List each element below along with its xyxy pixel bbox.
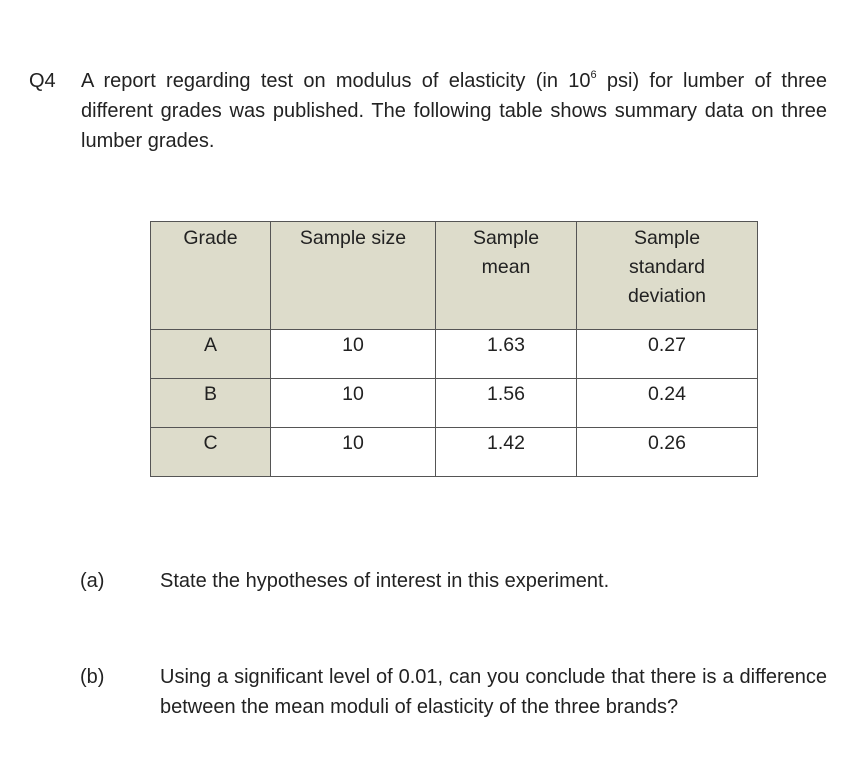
header-sample-sd-line2: standard: [629, 256, 705, 278]
cell-sd: 0.27: [577, 330, 758, 379]
cell-mean: 1.63: [436, 330, 577, 379]
question-intro: [81, 66, 827, 156]
cell-grade: B: [151, 379, 271, 428]
header-sample-sd-line1: Sample: [633, 227, 701, 249]
table-header-row: [151, 222, 758, 330]
cell-grade: C: [151, 428, 271, 477]
cell-mean: 1.42: [436, 428, 577, 477]
table-row: [151, 379, 758, 428]
header-sample-mean: [436, 222, 577, 330]
table-row: [151, 428, 758, 477]
summary-table: [150, 221, 758, 477]
cell-size: 10: [271, 379, 436, 428]
cell-sd: 0.24: [577, 379, 758, 428]
cell-sd: 0.26: [577, 428, 758, 477]
part-a-label: (a): [80, 570, 105, 592]
header-sample-mean-line2: mean: [481, 256, 531, 278]
cell-size: 10: [271, 428, 436, 477]
question-number: Q4: [29, 70, 56, 92]
header-grade: Grade: [151, 222, 271, 330]
part-b-label: (b): [80, 666, 105, 688]
header-sample-mean-line1: Sample: [472, 227, 540, 249]
intro-text-before: A report regarding test on modulus of elasticity (in 10: [81, 70, 591, 92]
cell-mean: 1.56: [436, 379, 577, 428]
intro-text-after: psi) for lumber of three different grades was published. The following table shows summary data on three lumber grades.: [81, 70, 828, 152]
header-sample-size: Sample size: [271, 222, 436, 330]
part-b-text: Using a significant level of 0.01, can you conclude that there is a difference between the mean moduli of elasticity of the three brands?: [160, 666, 827, 718]
cell-size: 10: [271, 330, 436, 379]
exponent-superscript: 6: [590, 69, 597, 81]
table-row: [151, 330, 758, 379]
header-sample-sd-line3: deviation: [627, 285, 707, 307]
header-sample-sd: [577, 222, 758, 330]
cell-grade: A: [151, 330, 271, 379]
part-a-text: State the hypotheses of interest in this experiment.: [160, 570, 610, 592]
